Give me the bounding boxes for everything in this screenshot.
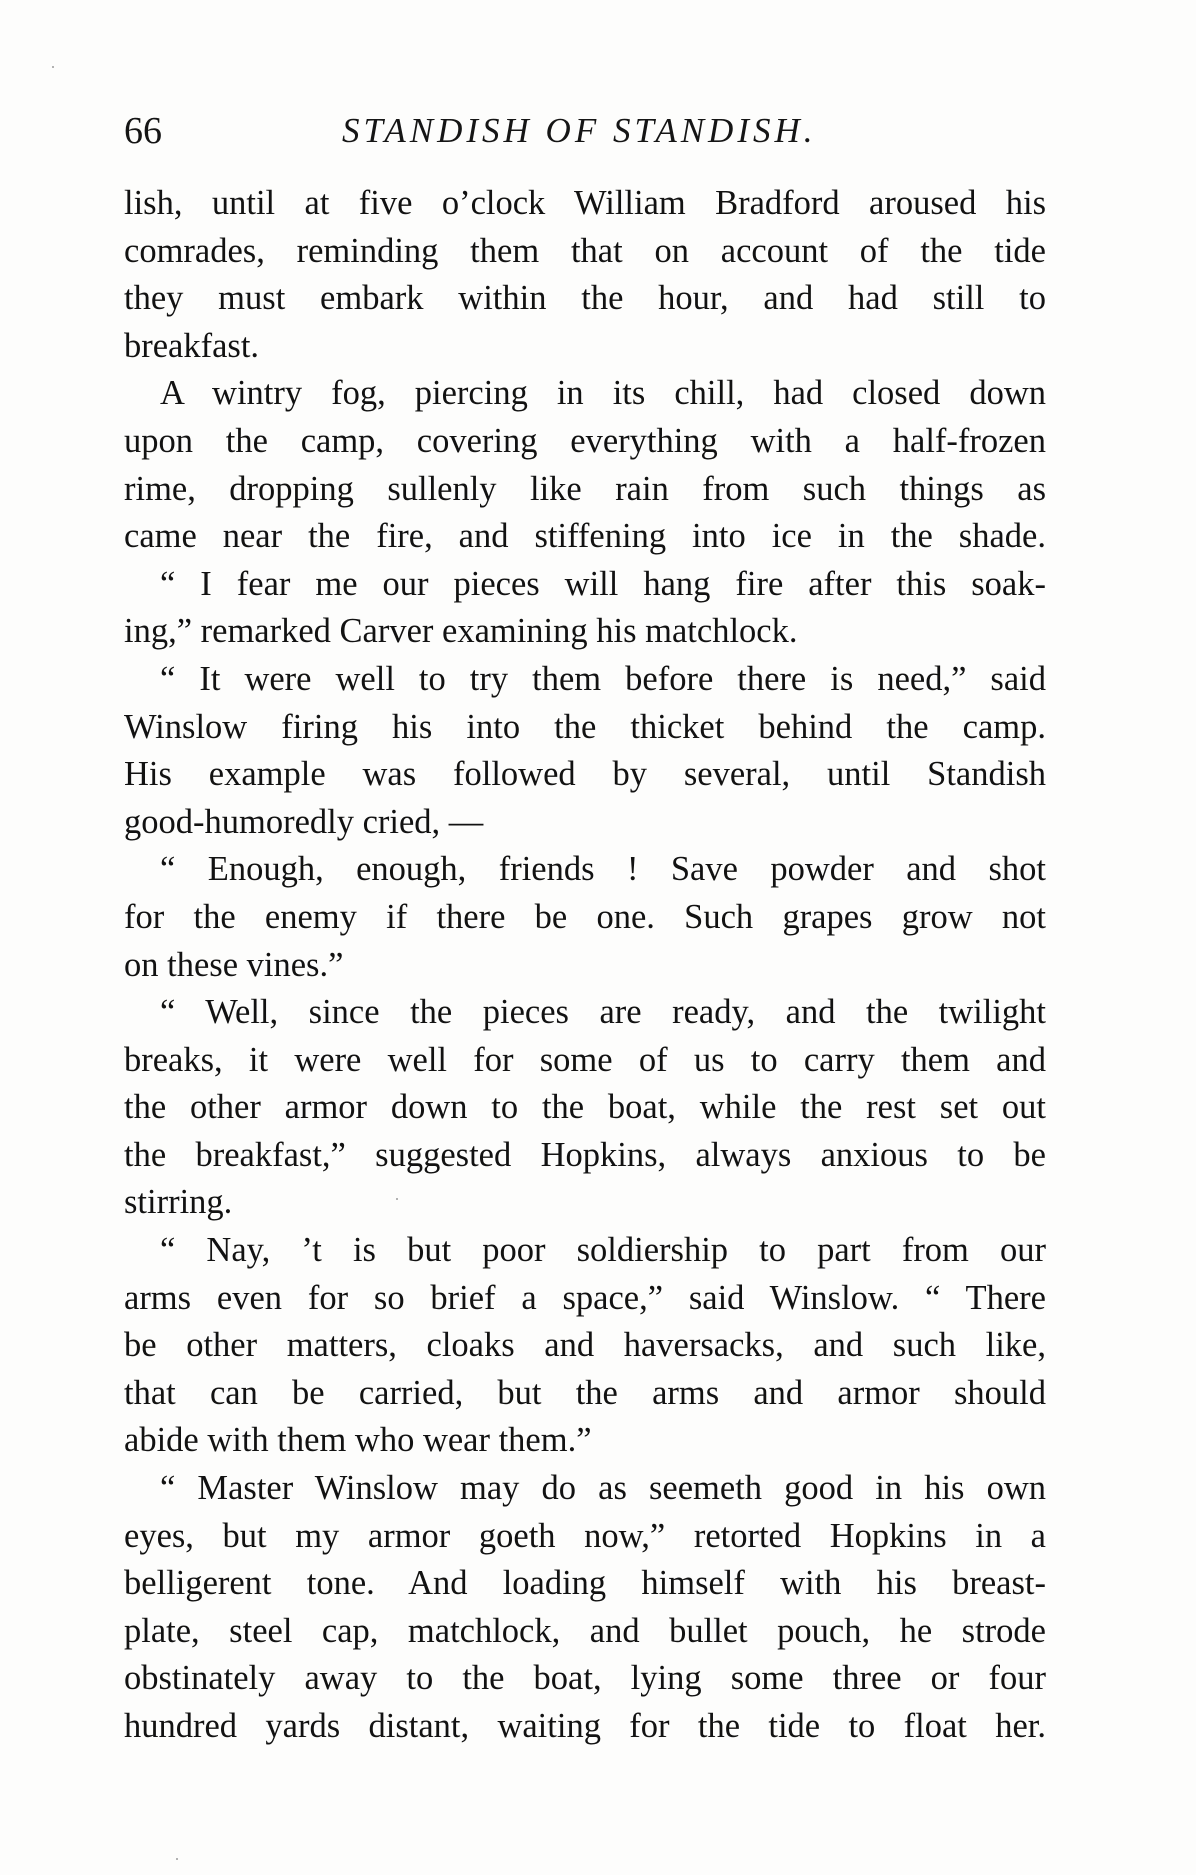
paper-speck bbox=[52, 66, 54, 68]
text-line: stirring. bbox=[124, 1183, 233, 1222]
text-line: lish, until at five o’clock William Bradford aroused his bbox=[124, 184, 1046, 222]
page-number: 66 bbox=[124, 110, 162, 152]
text-line: belligerent tone. And loading himself with his breast- bbox=[124, 1564, 1046, 1603]
text-line: “ Nay, ’t is but poor soldiership to part from our bbox=[160, 1231, 1046, 1270]
text-line: that can be carried, but the arms and armor should bbox=[124, 1373, 1046, 1412]
text-line: upon the camp, covering everything with a half-frozen bbox=[124, 421, 1046, 460]
text-line: abide with them who wear them.” bbox=[124, 1421, 592, 1460]
text-line: the other armor down to the boat, while the rest set out bbox=[124, 1088, 1046, 1127]
text-line: breakfast. bbox=[124, 326, 260, 365]
text-line: rime, dropping sullenly like rain from such things as bbox=[124, 469, 1046, 508]
text-line: Winslow firing his into the thicket behind the camp. bbox=[124, 707, 1046, 746]
text-line: hundred yards distant, waiting for the tide to float her. bbox=[124, 1707, 1046, 1745]
paper-speck bbox=[176, 1858, 178, 1860]
text-line: plate, steel cap, matchlock, and bullet pouch, he strode bbox=[124, 1611, 1046, 1650]
text-line: on these vines.” bbox=[124, 945, 344, 984]
paper-speck bbox=[396, 1198, 398, 1200]
text-line: comrades, reminding them that on account of the tide bbox=[124, 231, 1046, 270]
text-line: obstinately away to the boat, lying some three or four bbox=[124, 1659, 1046, 1698]
text-line: “ It were well to try them before there is need,” said bbox=[160, 659, 1046, 698]
text-line: they must embark within the hour, and had still to bbox=[124, 279, 1046, 318]
text-line: arms even for so brief a space,” said Winslow. “ There bbox=[124, 1278, 1046, 1317]
text-line: His example was followed by several, until Standish bbox=[124, 755, 1046, 794]
text-line: good-humoredly cried, — bbox=[124, 802, 484, 841]
text-line: eyes, but my armor goeth now,” retorted Hopkins in a bbox=[124, 1516, 1046, 1555]
text-line: ing,” remarked Carver examining his matchlock. bbox=[124, 612, 798, 651]
body-text bbox=[124, 180, 1046, 1751]
text-line: for the enemy if there be one. Such grapes grow not bbox=[124, 897, 1046, 936]
text-line: the breakfast,” suggested Hopkins, always anxious to be bbox=[124, 1135, 1046, 1174]
text-line: “ Enough, enough, friends ! Save powder and shot bbox=[160, 850, 1046, 889]
text-line: “ Master Winslow may do as seemeth good in his own bbox=[160, 1469, 1046, 1508]
running-title: STANDISH OF STANDISH. bbox=[342, 111, 817, 150]
text-line: be other matters, cloaks and haversacks, and such like, bbox=[124, 1326, 1046, 1365]
text-line: came near the fire, and stiffening into ice in the shade. bbox=[124, 517, 1046, 556]
running-head bbox=[124, 106, 1044, 156]
text-line: “ Well, since the pieces are ready, and the twilight bbox=[160, 993, 1046, 1032]
text-line: “ I fear me our pieces will hang fire after this soak- bbox=[160, 564, 1046, 603]
text-line: breaks, it were well for some of us to carry them and bbox=[124, 1040, 1046, 1079]
text-line: A wintry fog, piercing in its chill, had closed down bbox=[160, 374, 1046, 413]
